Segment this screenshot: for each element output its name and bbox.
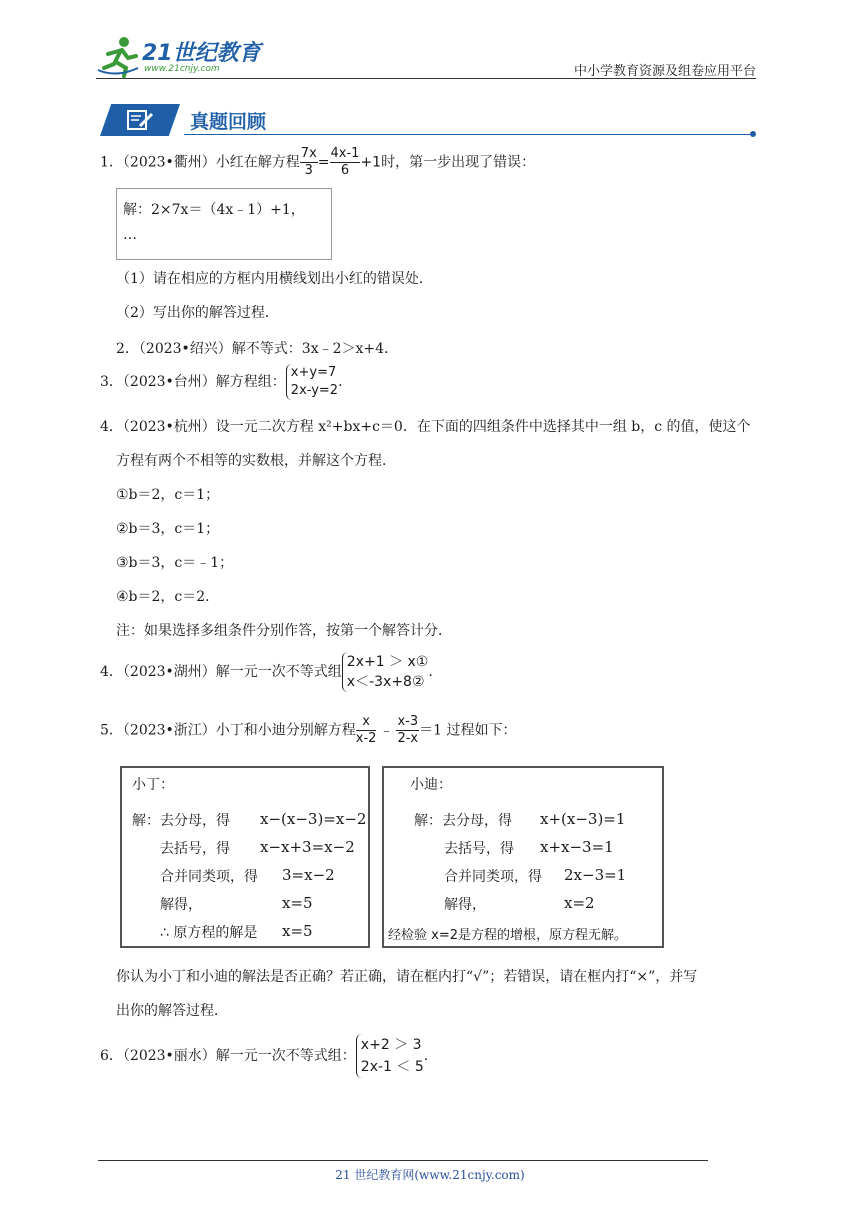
q1-sub-1: （1）请在相应的方框内用横线划出小红的错误处． bbox=[116, 271, 433, 287]
di-row-3: 合并同类项，得 2x−3=1 bbox=[444, 866, 627, 885]
di-row-4: 解得， x=2 bbox=[444, 894, 595, 913]
runner-logo-icon bbox=[96, 34, 140, 78]
q5-after-1: 你认为小丁和小迪的解法是否正确？若正确，请在框内打“√”；若错误，请在框内打“×”，并写 bbox=[116, 969, 698, 985]
fraction-q5-2: $\frac{x-3}{2-x}$ bbox=[397, 714, 419, 746]
question-4-huzhou: 4．（2023•湖州）解一元一次不等式组 2x+1 ＞ x① x＜-3x+8② . bbox=[100, 654, 433, 690]
q4-option-2: ②b＝3，c＝1； bbox=[116, 521, 220, 537]
notepad-icon bbox=[100, 104, 180, 136]
ding-row-3: 合并同类项，得 3=x−2 bbox=[160, 866, 335, 885]
q1-sub-2: （2）写出你的解答过程． bbox=[116, 305, 279, 321]
question-4-line-2: 方程有两个不相等的实数根，并解这个方程． bbox=[116, 453, 396, 469]
ding-row-2: 去括号，得 x−x+3=x−2 bbox=[160, 838, 355, 857]
q5-after-2: 出你的解答过程． bbox=[116, 1003, 228, 1019]
inequality-system-q6: x+2 ＞ 3 2x-1 ＜ 5 bbox=[356, 1034, 424, 1078]
footer-divider bbox=[98, 1160, 708, 1161]
logo-text: 21世纪教育 bbox=[142, 41, 261, 66]
di-row-1: 解：去分母，得 x+(x−3)=1 bbox=[414, 810, 626, 829]
di-solution-box bbox=[382, 766, 664, 948]
answer-box-q1 bbox=[116, 188, 332, 260]
section-title: 真题回顾 bbox=[190, 111, 267, 133]
inequality-system-q4b: 2x+1 ＞ x① x＜-3x+8② bbox=[342, 652, 429, 692]
fraction-1: $\frac{7x}{3}$ bbox=[300, 146, 317, 178]
header-logo bbox=[96, 34, 266, 78]
question-6: 6．（2023•丽水）解一元一次不等式组： x+2 ＞ 3 2x-1 ＜ 5 . bbox=[100, 1034, 428, 1078]
di-conclusion: 经检验 x=2是方程的增根，原方程无解。 bbox=[388, 928, 627, 943]
underline-dot-icon bbox=[750, 131, 756, 137]
platform-name: 中小学教育资源及组卷应用平台 bbox=[573, 64, 756, 79]
logo-url: www.21cnjy.com bbox=[144, 64, 220, 74]
fraction-2: $\frac{4x-1}{6}$ bbox=[330, 146, 360, 178]
ding-row-4: 解得， x=5 bbox=[160, 894, 313, 913]
header-divider bbox=[96, 78, 756, 79]
box-line-1: 解：2×7x＝（4x﹣1）+1， bbox=[123, 202, 305, 218]
question-5: 5．（2023•浙江）小丁和小迪分别解方程 $\frac{x}{x-2}$ ﹣ $\frac{x-3}{2-x}$ ＝1 过程如下： bbox=[100, 714, 517, 746]
di-row-2: 去括号，得 x+x−3=1 bbox=[444, 838, 614, 857]
ding-title: 小丁： bbox=[132, 777, 174, 793]
q4-option-1: ①b＝2，c＝1； bbox=[116, 487, 220, 503]
question-2: 2．（2023•绍兴）解不等式：3x﹣2＞x+4． bbox=[116, 341, 399, 357]
ding-solution-box bbox=[120, 766, 370, 948]
section-underline bbox=[184, 134, 752, 135]
q4-note: 注：如果选择多组条件分别作答，按第一个解答计分． bbox=[116, 623, 452, 639]
ding-row-5: ∴ 原方程的解是 x=5 bbox=[160, 922, 313, 941]
section-banner bbox=[100, 104, 756, 136]
footer-text: 21 世纪教育网(www.21cnjy.com) bbox=[335, 1168, 525, 1182]
q4-option-3: ③b＝3，c＝﹣1； bbox=[116, 555, 234, 571]
q4-option-4: ④b＝2，c＝2． bbox=[116, 589, 220, 605]
question-1: 1．（2023•衢州）小红在解方程 $\frac{7x}{3}$ = $\frac{4x-1}{6}$ +1时，第一步出现了错误： bbox=[100, 146, 536, 178]
equation-system-q3: x+y=7 2x-y=2 bbox=[286, 364, 338, 400]
ding-row-1: 解：去分母，得 x−(x−3)=x−2 bbox=[132, 810, 367, 829]
question-4-line-1: 4．（2023•杭州）设一元二次方程 x²+bx+c＝0．在下面的四组条件中选择其中一组 b，c 的值，使这个 bbox=[100, 419, 751, 435]
box-line-2: … bbox=[123, 227, 137, 243]
question-3: 3．（2023•台州）解方程组： x+y=7 2x-y=2 . bbox=[100, 365, 343, 398]
fraction-q5-1: $\frac{x}{x-2}$ bbox=[355, 714, 377, 746]
di-title: 小迪： bbox=[410, 777, 452, 793]
